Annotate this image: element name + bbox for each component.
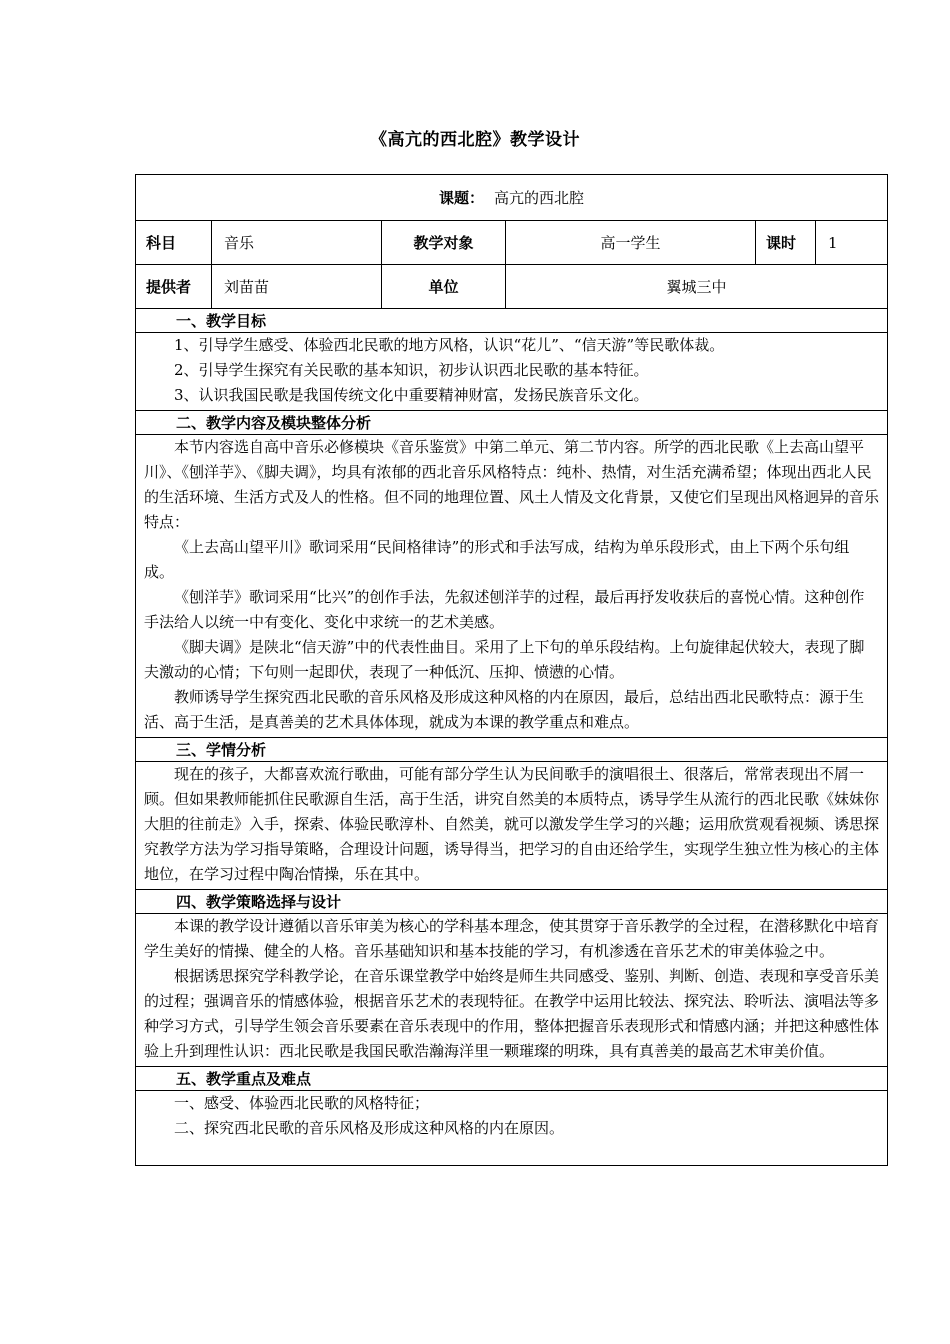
unit-value: 翼城三中 bbox=[506, 265, 888, 309]
unit-label: 单位 bbox=[382, 265, 506, 309]
paragraph: 根据诱思探究学科教学论，在音乐课堂教学中始终是师生共同感受、鉴别、判断、创造、表现和享受音乐美的过程；强调音乐的情感体验，根据音乐艺术的表现特征。在教学中运用比较法、探究法、聆听法、演唱法等多种学习方式，引导学生领会音乐要素在音乐表现中的作用，整体把握音乐表现形式和情感内涵；并把这种感性体验上升到理性认识：西北民歌是我国民歌浩瀚海洋里一颗璀璨的明珠，具有真善美的最高艺术审美价值。 bbox=[144, 967, 880, 1060]
section-body bbox=[136, 333, 888, 411]
paragraph: 《脚夫调》是陕北“信天游”中的代表性曲目。采用了上下句的单乐段结构。上句旋律起伏较大，表现了脚夫激动的心情；下句则一起即伏，表现了一种低沉、压抑、愤懑的心情。 bbox=[144, 638, 865, 681]
hours-label: 课时 bbox=[756, 221, 816, 265]
audience-label: 教学对象 bbox=[382, 221, 506, 265]
section-body bbox=[136, 1091, 888, 1166]
paragraph: 1、引导学生感受、体验西北民歌的地方风格，认识“花儿”、“信天游”等民歌体裁。 bbox=[174, 336, 725, 354]
subject-label: 科目 bbox=[136, 221, 212, 265]
subject-value: 音乐 bbox=[212, 221, 382, 265]
section-body bbox=[136, 762, 888, 890]
paragraph: 《上去高山望平川》歌词采用“民间格律诗”的形式和手法写成，结构为单乐段形式，由上下两个乐句组成。 bbox=[144, 538, 850, 581]
paragraph: 现在的孩子，大都喜欢流行歌曲，可能有部分学生认为民间歌手的演唱很土、很落后，常常表现出不屑一顾。但如果教师能抓住民歌源自生活，高于生活，讲究自然美的本质特点，诱导学生从流行的西北民歌《妹妹你大胆的往前走》入手，探索、体验民歌淳朴、自然美，就可以激发学生学习的兴趣；运用欣赏观看视频、诱思探究教学方法为学习指导策略，合理设计问题，诱导得当，把学习的自由还给学生，实现学生独立性为核心的主体地位，在学习过程中陶冶情操，乐在其中。 bbox=[144, 765, 880, 883]
provider-value: 刘苗苗 bbox=[212, 265, 382, 309]
paragraph: 二、探究西北民歌的音乐风格及形成这种风格的内在原因。 bbox=[174, 1119, 565, 1137]
section-body bbox=[136, 435, 888, 738]
section-heading: 二、教学内容及模块整体分析 bbox=[136, 411, 888, 435]
document-title: 《高亢的西北腔》教学设计 bbox=[370, 130, 580, 150]
paragraph: 3、认识我国民歌是我国传统文化中重要精神财富，发扬民族音乐文化。 bbox=[174, 386, 649, 404]
paragraph: 教师诱导学生探究西北民歌的音乐风格及形成这种风格的内在原因，最后，总结出西北民歌特点：源于生活、高于生活，是真善美的艺术具体体现，就成为本课的教学重点和难点。 bbox=[144, 688, 865, 731]
section-heading: 四、教学策略选择与设计 bbox=[136, 890, 888, 914]
paragraph: 《刨洋芋》歌词采用“比兴”的创作手法，先叙述刨洋芋的过程，最后再抒发收获后的喜悦心情。这种创作手法给人以统一中有变化、变化中求统一的艺术美感。 bbox=[144, 588, 865, 631]
topic-value: 高亢的西北腔 bbox=[494, 189, 585, 207]
paragraph: 2、引导学生探究有关民歌的基本知识，初步认识西北民歌的基本特征。 bbox=[174, 361, 649, 379]
paragraph: 一、感受、体验西北民歌的风格特征； bbox=[174, 1094, 430, 1112]
section-heading: 一、教学目标 bbox=[136, 309, 888, 333]
paragraph: 本课的教学设计遵循以音乐审美为核心的学科基本理念，使其贯穿于音乐教学的全过程，在潜移默化中培育学生美好的情操、健全的人格。音乐基础知识和基本技能的学习，有机渗透在音乐艺术的审美体验之中。 bbox=[144, 917, 880, 960]
paragraph: 本节内容选自高中音乐必修模块《音乐鉴赏》中第二单元、第二节内容。所学的西北民歌《上去高山望平川》、《刨洋芋》、《脚夫调》，均具有浓郁的西北音乐风格特点：纯朴、热情，对生活充满希望；体现出西北人民的生活环境、生活方式及人的性格。但不同的地理位置、风土人情及文化背景，又使它们呈现出风格迥异的音乐特点： bbox=[144, 438, 880, 531]
provider-label: 提供者 bbox=[136, 265, 212, 309]
audience-value: 高一学生 bbox=[506, 221, 756, 265]
lesson-plan-table bbox=[135, 174, 888, 1166]
section-body bbox=[136, 914, 888, 1067]
topic-cell bbox=[136, 175, 888, 221]
topic-label: 课题： bbox=[439, 189, 485, 207]
section-heading: 五、教学重点及难点 bbox=[136, 1067, 888, 1091]
section-heading: 三、学情分析 bbox=[136, 738, 888, 762]
hours-value: 1 bbox=[816, 221, 888, 265]
